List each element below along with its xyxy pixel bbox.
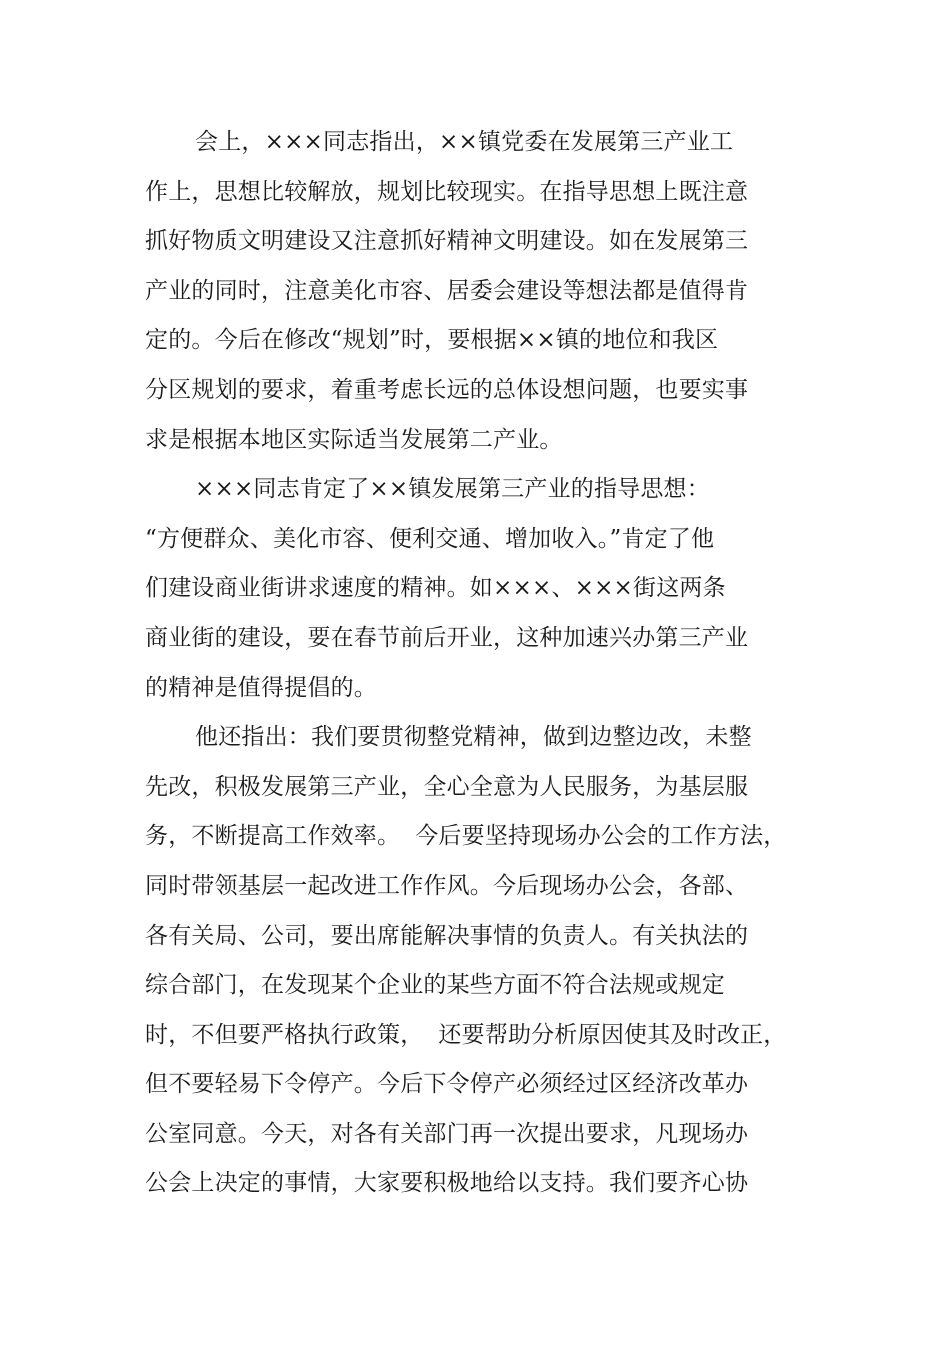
text-line: 定的。今后在修改“规划”时，要根据××镇的地位和我区	[145, 327, 719, 354]
text-line: 们建设商业街讲求速度的精神。如×××、×××街这两条	[145, 575, 726, 602]
text-line: 各有关局、公司，要出席能解决事情的负责人。有关执法的	[145, 922, 749, 949]
text-line: 务，不断提高工作效率。 今后要坚持现场办公会的工作方法，	[145, 823, 787, 850]
text-line: 同时带领基层一起改进工作作风。今后现场办公会，各部、	[145, 872, 749, 899]
text-line: 的精神是值得提倡的。	[145, 674, 377, 701]
text-line: 先改，积极发展第三产业，全心全意为人民服务，为基层服	[145, 773, 749, 800]
text-line: 抓好物质文明建设又注意抓好精神文明建设。如在发展第三	[145, 228, 749, 255]
text-line: “方便群众、美化市容、便利交通、增加收入。”肯定了他	[145, 525, 715, 552]
paragraph-3	[145, 713, 785, 1209]
text-line: ×××同志肯定了××镇发展第三产业的指导思想：	[195, 476, 710, 503]
text-line: 商业街的建设，要在春节前后开业，这种加速兴办第三产业	[145, 624, 749, 651]
paragraph-2	[145, 465, 785, 713]
text-line: 他还指出：我们要贯彻整党精神，做到边整边改，未整	[195, 724, 752, 751]
text-line: 综合部门，在发现某个企业的某些方面不符合法规或规定	[145, 972, 725, 999]
document-body	[145, 118, 785, 1209]
text-line: 公室同意。今天，对各有关部门再一次提出要求，凡现场办	[145, 1120, 749, 1147]
text-line: 公会上决定的事情，大家要积极地给以支持。我们要齐心协	[145, 1170, 749, 1197]
text-line: 时，不但要严格执行政策， 还要帮助分析原因使其及时改正，	[145, 1021, 787, 1048]
text-line: 会上，×××同志指出，××镇党委在发展第三产业工	[195, 129, 734, 155]
text-line: 求是根据本地区实际适当发展第二产业。	[145, 426, 563, 453]
text-line: 作上，思想比较解放，规划比较现实。在指导思想上既注意	[145, 178, 749, 205]
text-line: 但不要轻易下令停产。今后下令停产必须经过区经济改革办	[145, 1071, 749, 1098]
paragraph-1	[145, 118, 785, 465]
text-line: 产业的同时，注意美化市容、居委会建设等想法都是值得肯	[145, 277, 749, 304]
text-line: 分区规划的要求，着重考虑长远的总体设想问题，也要实事	[145, 376, 749, 403]
